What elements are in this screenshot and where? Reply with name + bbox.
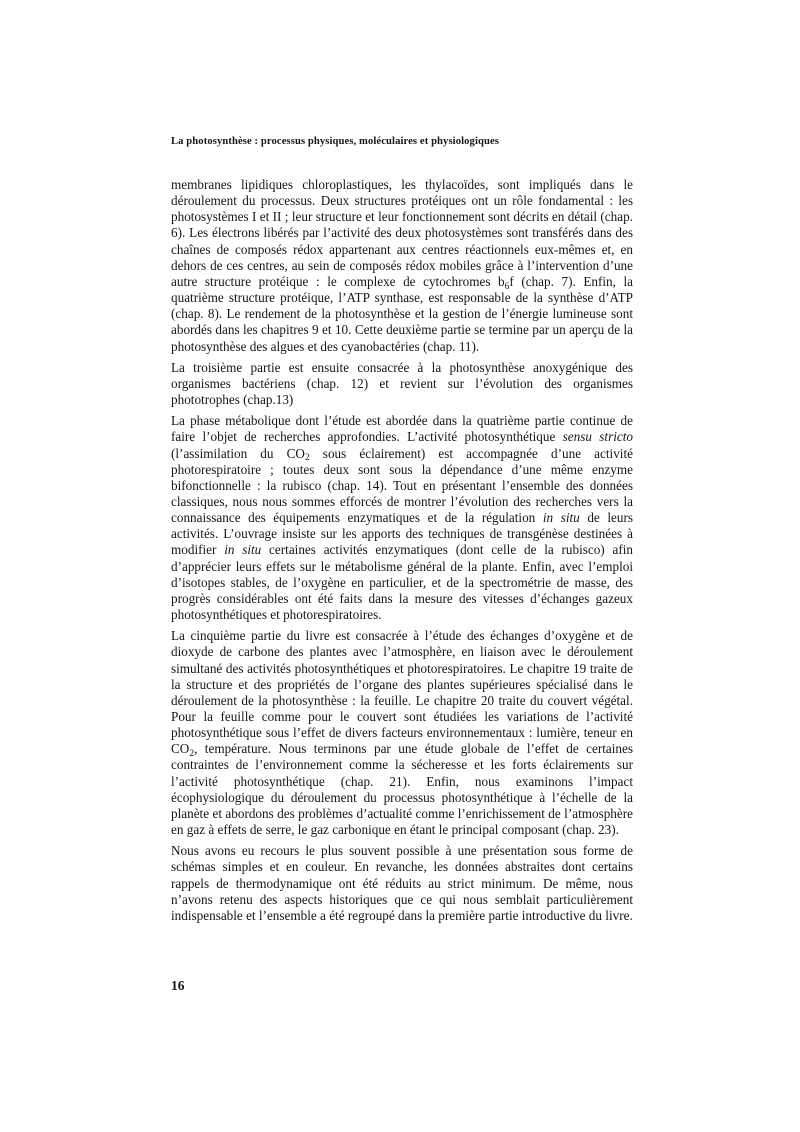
body-text-run: La phase métabolique dont l’étude est abordée dans la quatrième partie continue de faire l’objet de recherches approfondies. L’activité photosynthétique xyxy=(171,413,633,445)
paragraph xyxy=(171,413,633,623)
paragraph xyxy=(171,628,633,838)
italic-text: in situ xyxy=(224,542,262,558)
paragraph xyxy=(171,360,633,408)
paragraph xyxy=(171,177,633,355)
body-text-run: , température. Nous terminons par une étude globale de l’effet de certaines contraintes de l’environnement comme la sécheresse et les forts éclairements sur l’activité photosynthétique (chap. 21). Enfin, nous examinons l’impact écophysiologique du déroulement du processus photosynthétique à l’échelle de la planète et abordons des problèmes d’actualité comme l’enrichissement de l’atmosphère en gaz à effets de serre, le gaz carbonique en étant le principal composant (chap. 23). xyxy=(171,741,633,838)
body-text-run: (l’assimilation du CO xyxy=(171,445,305,461)
subscript-text: 2 xyxy=(304,453,310,464)
body-text-run: La cinquième partie du livre est consacrée à l’étude des échanges d’oxygène et de dioxyde de carbone des plantes avec l’atmosphère, en liaison avec le déroulement simultané des activités photosynthétiques et photorespiratoires. Le chapitre 19 traite de la structure et des propriétés de l’organe des plantes supérieures spécialisé dans le déroulement de la photosynthèse : la feuille. Le chapitre 20 traite du couvert végétal. Pour la feuille comme pour le couvert sont étudiées les variations de l’activité photosynthétique sous l’effet de divers facteurs environnementaux : lumière, teneur en CO xyxy=(171,628,633,757)
body-paragraphs xyxy=(171,177,633,924)
page-number: 16 xyxy=(171,978,185,993)
paragraph xyxy=(171,843,633,924)
body-text-run: sous éclairement) est accompagnée d’une activité photorespiratoire ; toutes deux sont sous la dépendance d’une même enzyme bifonctionnelle : la rubisco (chap. 14). Tout en présentant l’ensemble des données classiques, nous nous sommes efforcés de montrer l’évolution des recherches vers la connaissance des équipements enzymatiques et de la régulation xyxy=(171,445,633,526)
body-text-run: f (chap. 7). Enfin, la quatrième structure protéique, l’ATP synthase, est responsable de la synthèse d’ATP (chap. 8). Le rendement de la photosynthèse et la gestion de l’énergie lumineuse sont abordés dans les chapitres 9 et 10. Cette deuxième partie se termine par un aperçu de la photosynthèse des algues et des cyanobactéries (chap. 11). xyxy=(171,273,633,354)
body-text-run: de leurs activités. L’ouvrage insiste sur les apports des techniques de transgénèse destinées à modifier xyxy=(171,510,633,558)
subscript-text: 6 xyxy=(504,281,510,292)
body-text-run: certaines activités enzymatiques (dont celle de la rubisco) afin d’apprécier leurs effets sur le métabolisme général de la plante. Enfin, avec l’emploi d’isotopes stables, de l’oxygène en particulier, et de la spectrométrie de masse, des progrès considérables ont été faits dans la mesure des vitesses d’échanges gazeux photosynthétiques et photorespiratoires. xyxy=(171,542,633,623)
running-header: La photosynthèse : processus physiques, moléculaires et physiologiques xyxy=(171,136,499,147)
subscript-text: 2 xyxy=(189,748,195,759)
body-text-run: Nous avons eu recours le plus souvent possible à une présentation sous forme de schémas simples et en couleur. En revanche, les données abstraites dont certains rappels de thermodynamique ont été réduits au strict minimum. De même, nous n’avons retenu des aspects historiques que ce qui nous semblait particulièrement indispensable et l’ensemble a été regroupé dans la première partie introductive du livre. xyxy=(171,843,633,923)
italic-text: sensu stricto xyxy=(562,429,633,445)
body-text-run: membranes lipidiques chloroplastiques, les thylacoïdes, sont impliqués dans le déroulement du processus. Deux structures protéiques ont un rôle fondamental : les photosystèmes I et II ; leur structure et leur fonctionnement sont décrits en détail (chap. 6). Les électrons libérés par l’activité des deux photosystèmes sont transférés dans des chaînes de composés rédox appartenant aux centres réactionnels eux-mêmes et, en dehors de ces centres, au sein de composés rédox mobiles grâce à l’intervention d’une autre structure protéique : le complexe de cytochromes b xyxy=(171,177,633,289)
body-text-run: La troisième partie est ensuite consacrée à la photosynthèse anoxygénique des organismes bactériens (chap. 12) et revient sur l’évolution des organismes phototrophes (chap.13) xyxy=(171,359,633,408)
italic-text: in situ xyxy=(542,510,580,526)
